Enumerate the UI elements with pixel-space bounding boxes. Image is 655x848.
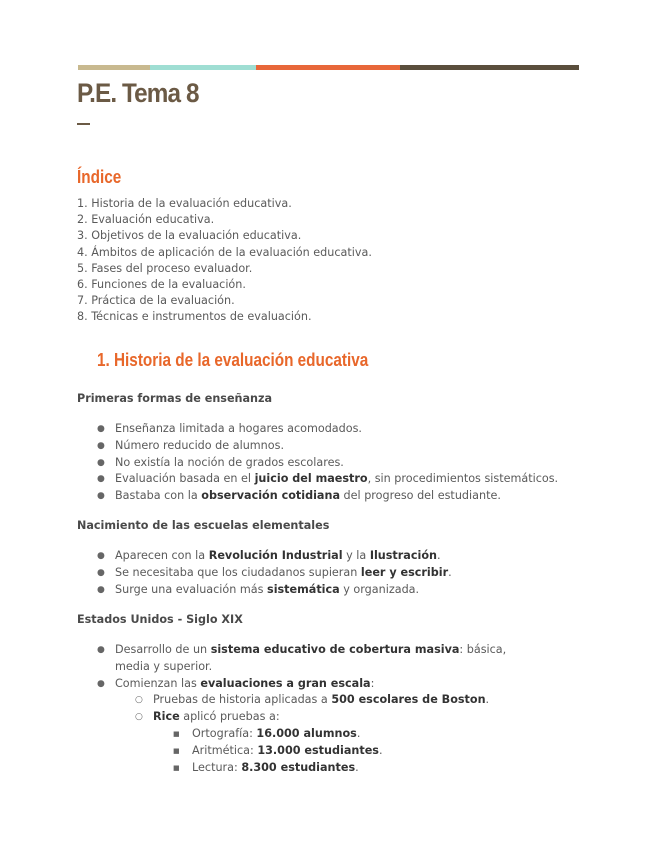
square-bullet-icon: ■	[173, 746, 180, 755]
bullet-icon: ●	[97, 474, 105, 485]
list-item: ● Se necesitaba que los ciudadanos supieran leer y escribir.	[115, 565, 452, 582]
sub-sub-bullet-list	[115, 726, 383, 776]
square-bullet-icon: ■	[173, 763, 180, 772]
bullet-icon: ●	[97, 645, 105, 655]
hollow-circle-bullet-icon: ○	[135, 711, 143, 722]
list-item: ● Surge una evaluación más sistemática y organizada.	[115, 582, 452, 599]
toc-item: 1. Historia de la evaluación educativa.	[77, 197, 292, 210]
subsection-title: Primeras formas de enseñanza	[77, 392, 273, 405]
list-item: ● No existía la noción de grados escolares.	[115, 455, 558, 472]
table-of-contents	[77, 196, 372, 326]
list-item: ■ Ortografía: 16.000 alumnos.	[115, 726, 383, 743]
list-item: ● Evaluación basada en el juicio del maestro, sin procedimientos sistemáticos.	[115, 471, 558, 488]
list-item: ● Comienzan las evaluaciones a gran escala:	[115, 676, 539, 693]
list-item: ● Desarrollo de un sistema educativo de cobertura masiva: básica, media y superior.	[97, 643, 507, 673]
toc-item: 5. Fases del proceso evaluador.	[77, 261, 253, 275]
bullet-icon: ●	[97, 424, 105, 434]
bullet-icon: ●	[97, 678, 105, 689]
color-bar-segment-3	[256, 65, 400, 70]
bullet-list	[97, 421, 559, 505]
bullet-list	[97, 548, 452, 598]
list-item: ● Enseñanza limitada a hogares acomodados.	[115, 421, 558, 438]
list-item: ■ Aritmética: 13.000 estudiantes.	[115, 743, 383, 760]
list-item: ● Bastaba con la observación cotidiana del progreso del estudiante.	[115, 488, 558, 505]
toc-item: 3. Objetivos de la evaluación educativa.	[77, 229, 302, 243]
bullet-icon: ●	[97, 440, 105, 451]
list-item: ○ Rice aplicó pruebas a:	[115, 709, 489, 726]
bullet-icon: ●	[97, 491, 105, 502]
list-item: ● Aparecen con la Revolución Industrial y la Ilustración.	[115, 548, 452, 565]
list-item: ■ Lectura: 8.300 estudiantes.	[115, 760, 383, 777]
sub-bullet-list	[115, 692, 489, 726]
subsection-title: Estados Unidos - Siglo XIX	[77, 613, 243, 626]
toc-item: 6. Funciones de la evaluación.	[77, 278, 246, 292]
bullet-list	[97, 642, 539, 692]
toc-item: 8. Técnicas e instrumentos de evaluación.	[77, 310, 312, 324]
square-bullet-icon: ■	[173, 730, 180, 738]
list-item: ● Número reducido de alumnos.	[115, 438, 558, 455]
title-underline	[77, 123, 90, 125]
document-title: P.E. Tema 8	[77, 78, 199, 108]
bullet-icon: ●	[97, 457, 105, 468]
color-bar-segment-4	[400, 65, 579, 70]
index-heading: Índice	[77, 167, 122, 187]
color-bar-segment-2	[150, 65, 256, 70]
bullet-icon: ●	[97, 567, 105, 578]
toc-item: 4. Ámbitos de aplicación de la evaluación educativa.	[77, 245, 372, 259]
toc-item: 7. Práctica de la evaluación.	[77, 294, 235, 308]
toc-item: 2. Evaluación educativa.	[77, 213, 215, 227]
list-item: ○ Pruebas de historia aplicadas a 500 escolares de Boston.	[115, 692, 489, 709]
color-bar-segment-1	[78, 65, 150, 70]
bullet-icon: ●	[97, 551, 105, 561]
subsection-title: Nacimiento de las escuelas elementales	[77, 519, 330, 532]
color-bar	[78, 65, 579, 70]
hollow-circle-bullet-icon: ○	[135, 695, 143, 705]
section-heading: 1. Historia de la evaluación educativa	[97, 350, 369, 370]
bullet-icon: ●	[97, 584, 105, 595]
